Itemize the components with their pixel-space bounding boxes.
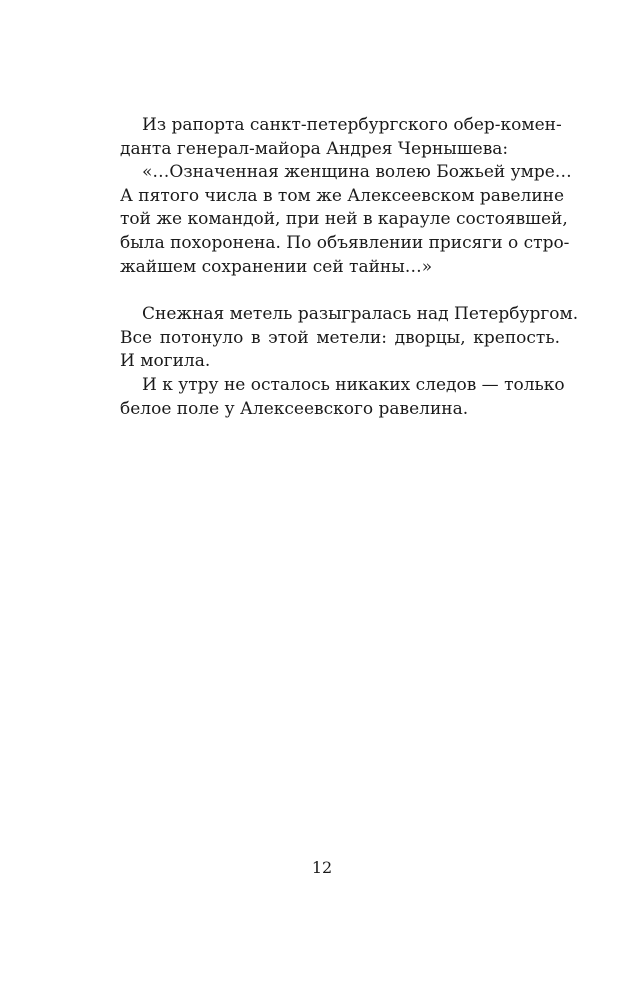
text-line: Из рапорта санкт-петербургского обер-комен- (142, 115, 562, 135)
paragraph-report-intro (120, 114, 560, 161)
text-line: той же командой, при ней в карауле состоявшей, (120, 209, 568, 230)
paragraph-blizzard (120, 303, 579, 374)
text-line: белое поле у Алексеевского равелина. (120, 398, 469, 419)
text-line: Все потонуло в этой метели: дворцы, крепость. (120, 327, 560, 348)
page-number: 12 (311, 858, 333, 877)
text-line: жайшем сохранении сей тайны…» (120, 256, 433, 277)
text-line: И к утру не осталось никаких следов — только (142, 374, 565, 395)
text-line: И могила. (120, 351, 211, 372)
text-line: данта генерал-майора Андрея Чернышева: (120, 138, 509, 159)
text-line: Снежная метель разыгралась над Петербургом. (142, 304, 579, 325)
paragraph-morning (120, 374, 565, 421)
paragraph-spacer (120, 279, 560, 303)
text-line: А пятого числа в том же Алексеевском равелине (120, 185, 565, 206)
text-line: «…Означенная женщина волею Божьей умре… (142, 162, 572, 183)
paragraph-report-quote (120, 161, 572, 279)
main-text (120, 114, 579, 421)
text-line: была похоронена. По объявлении присяги о стро- (120, 232, 570, 253)
